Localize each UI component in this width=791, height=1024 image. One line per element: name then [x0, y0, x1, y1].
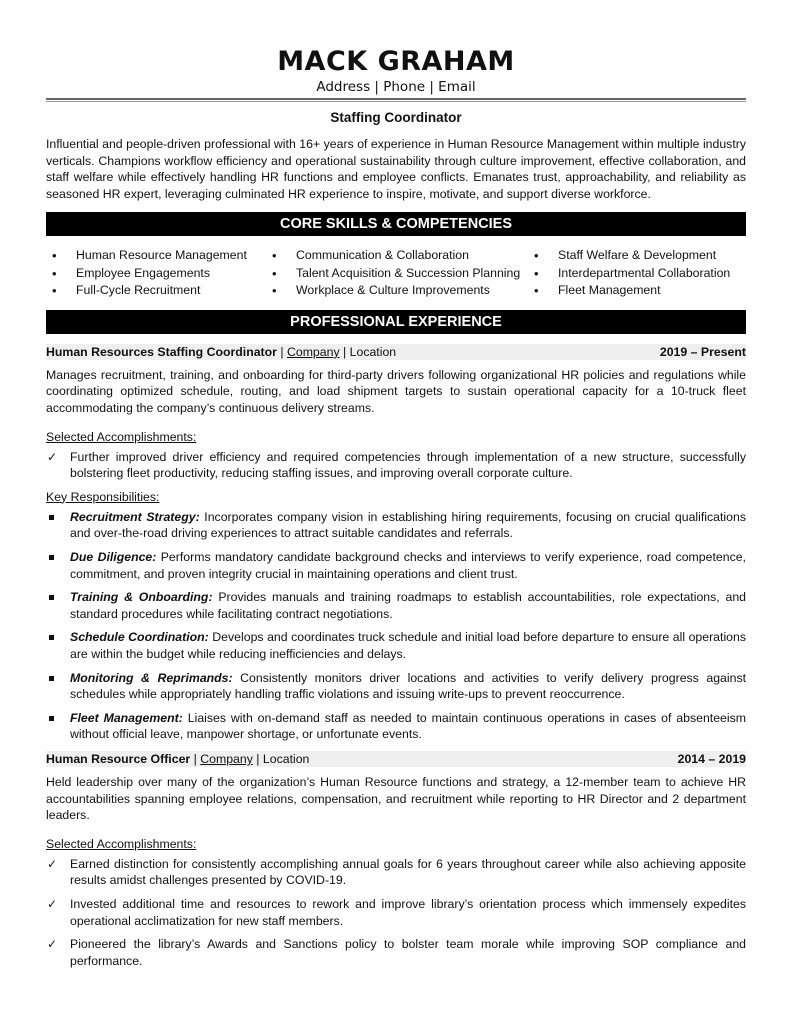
job-title-line [46, 344, 396, 360]
job-dates: 2019 – Present [659, 344, 746, 359]
responsibility-text: Performs mandatory candidate background checks and interviews to verify experience, road competence, commitment, and proven integrity crucial in maintaining operations and client trust. [70, 550, 746, 581]
responsibility-label: Recruitment Strategy: [70, 509, 200, 524]
job-header [46, 751, 746, 767]
job-description: Manages recruitment, training, and onboarding for third-party drivers following organizational HR policies and regulations while coordinating optimized schedule, routing, and load shipment targets to sustain operational capacity for a 10-truck fleet accommodating the company’s continuous delivery streams. [46, 367, 746, 416]
skills-grid [46, 247, 746, 300]
company-name: Company [200, 751, 253, 766]
responsibility-label: Due Diligence: [70, 550, 157, 565]
skill-item: • Fleet Management [528, 282, 746, 300]
accomplishments-list [46, 449, 746, 482]
resume-page [46, 46, 746, 976]
professional-summary: Influential and people-driven professional with 16+ years of experience in Human Resource Management within multiple industry verticals. Champions workflow efficiency and operational sustainability through culture improvement, effective collaboration, and staff welfare while effectively handling HR functions and employee conflicts. Emanates trust, approachability, and reliability as seasoned HR expert, leveraging culminated HR experience to inspire, motivate, and support diverse workforce. [46, 137, 746, 201]
job-location: Location [262, 751, 310, 766]
responsibility-text: Provides manuals and training roadmaps to establish accountabilities, role expectations, and standard procedures while facilitating contract negotiations. [70, 590, 747, 621]
separator: | [276, 344, 287, 359]
responsibility-label: Schedule Coordination: [70, 630, 209, 645]
skill-item: • Staff Welfare & Development [528, 247, 746, 265]
responsibility-label: Fleet Management: [70, 710, 183, 725]
responsibility-item [46, 549, 746, 582]
skills-heading: CORE SKILLS & COMPETENCIES [46, 212, 746, 236]
skill-item: • Human Resource Management [46, 247, 266, 265]
header-divider [46, 98, 746, 102]
separator: | [339, 344, 350, 359]
separator: | [252, 751, 263, 766]
responsibility-text: Develops and coordinates truck schedule and initial load before departure to ensure all operations are within the budget while reducing inefficiencies and delays. [70, 630, 746, 661]
skill-item: • Communication & Collaboration [266, 247, 528, 265]
responsibility-item [46, 710, 746, 743]
job-description: Held leadership over many of the organization’s Human Resource functions and strategy, a 12-member team to achieve HR accountabilities spanning employee relations, compensation, and recruitment while reporting to HR Director and 2 department leaders. [46, 774, 746, 823]
responsibilities-label: Key Responsibilities: [46, 489, 160, 504]
contact-line: Address | Phone | Email [316, 79, 476, 95]
accomplishments-label: Selected Accomplishments: [46, 836, 197, 851]
skill-item: • Full-Cycle Recruitment [46, 282, 266, 300]
experience-heading: PROFESSIONAL EXPERIENCE [46, 310, 746, 334]
accomplishments-list [46, 856, 746, 970]
job-title: Human Resource Officer [46, 751, 191, 766]
skill-item: • Workplace & Culture Improvements [266, 282, 528, 300]
skills-column-3 [528, 247, 746, 300]
accomplishments-label: Selected Accomplishments: [46, 429, 197, 444]
job-location: Location [349, 344, 397, 359]
job-title-line [46, 751, 309, 767]
target-title: Staffing Coordinator [330, 110, 462, 125]
responsibility-text: Consistently monitors driver locations and activities to verify delivery progress against schedules while appropriately handling traffic violations and issuing write-ups to prevent reoccurrence. [70, 670, 747, 702]
responsibility-label: Monitoring & Reprimands: [70, 670, 233, 685]
company-name: Company [286, 344, 340, 359]
job-dates: 2014 – 2019 [677, 751, 746, 766]
responsibility-item [46, 629, 746, 662]
skill-item: • Employee Engagements [46, 265, 266, 283]
accomplishment-item: ✓ Invested additional time and resources to rework and improve library’s orientation process which immensely expedites operational acclimatization for new staff members. [46, 896, 746, 929]
accomplishment-item: ✓ Earned distinction for consistently accomplishing annual goals for 6 years throughout career while also achieving apposite results amidst challenges presented by COVID-19. [46, 856, 746, 889]
responsibility-text: Incorporates company vision in establishing hiring requirements, focusing on crucial qualifications and over-the-road driving experiences to attract suitable candidates and referrals. [70, 509, 746, 541]
accomplishment-item: ✓ Pioneered the library’s Awards and Sanctions policy to bolster team morale while improving SOP compliance and performance. [46, 936, 746, 969]
accomplishment-item: ✓ Further improved driver efficiency and required competencies through implementation of a new structure, successfully bolstering fleet productivity, reducing staffing issues, and improving overall corporate culture. [46, 449, 746, 482]
skills-column-2 [266, 247, 528, 300]
job-header [46, 344, 746, 360]
skills-column-1 [46, 247, 266, 300]
responsibilities-list [46, 509, 746, 743]
responsibility-label: Training & Onboarding: [70, 590, 213, 605]
responsibility-item [46, 670, 746, 703]
candidate-name: MACK GRAHAM [277, 46, 515, 77]
job-title: Human Resources Staffing Coordinator [46, 344, 277, 359]
skill-item: • Interdepartmental Collaboration [528, 265, 746, 283]
responsibility-item [46, 589, 746, 622]
responsibility-text: Liaises with on-demand staff as needed to maintain continuous operations in cases of absenteeism without official leave, manpower shortage, or unfortunate events. [70, 710, 746, 742]
separator: | [190, 751, 201, 766]
skill-item: • Talent Acquisition & Succession Planning [266, 265, 528, 283]
responsibility-item [46, 509, 746, 542]
